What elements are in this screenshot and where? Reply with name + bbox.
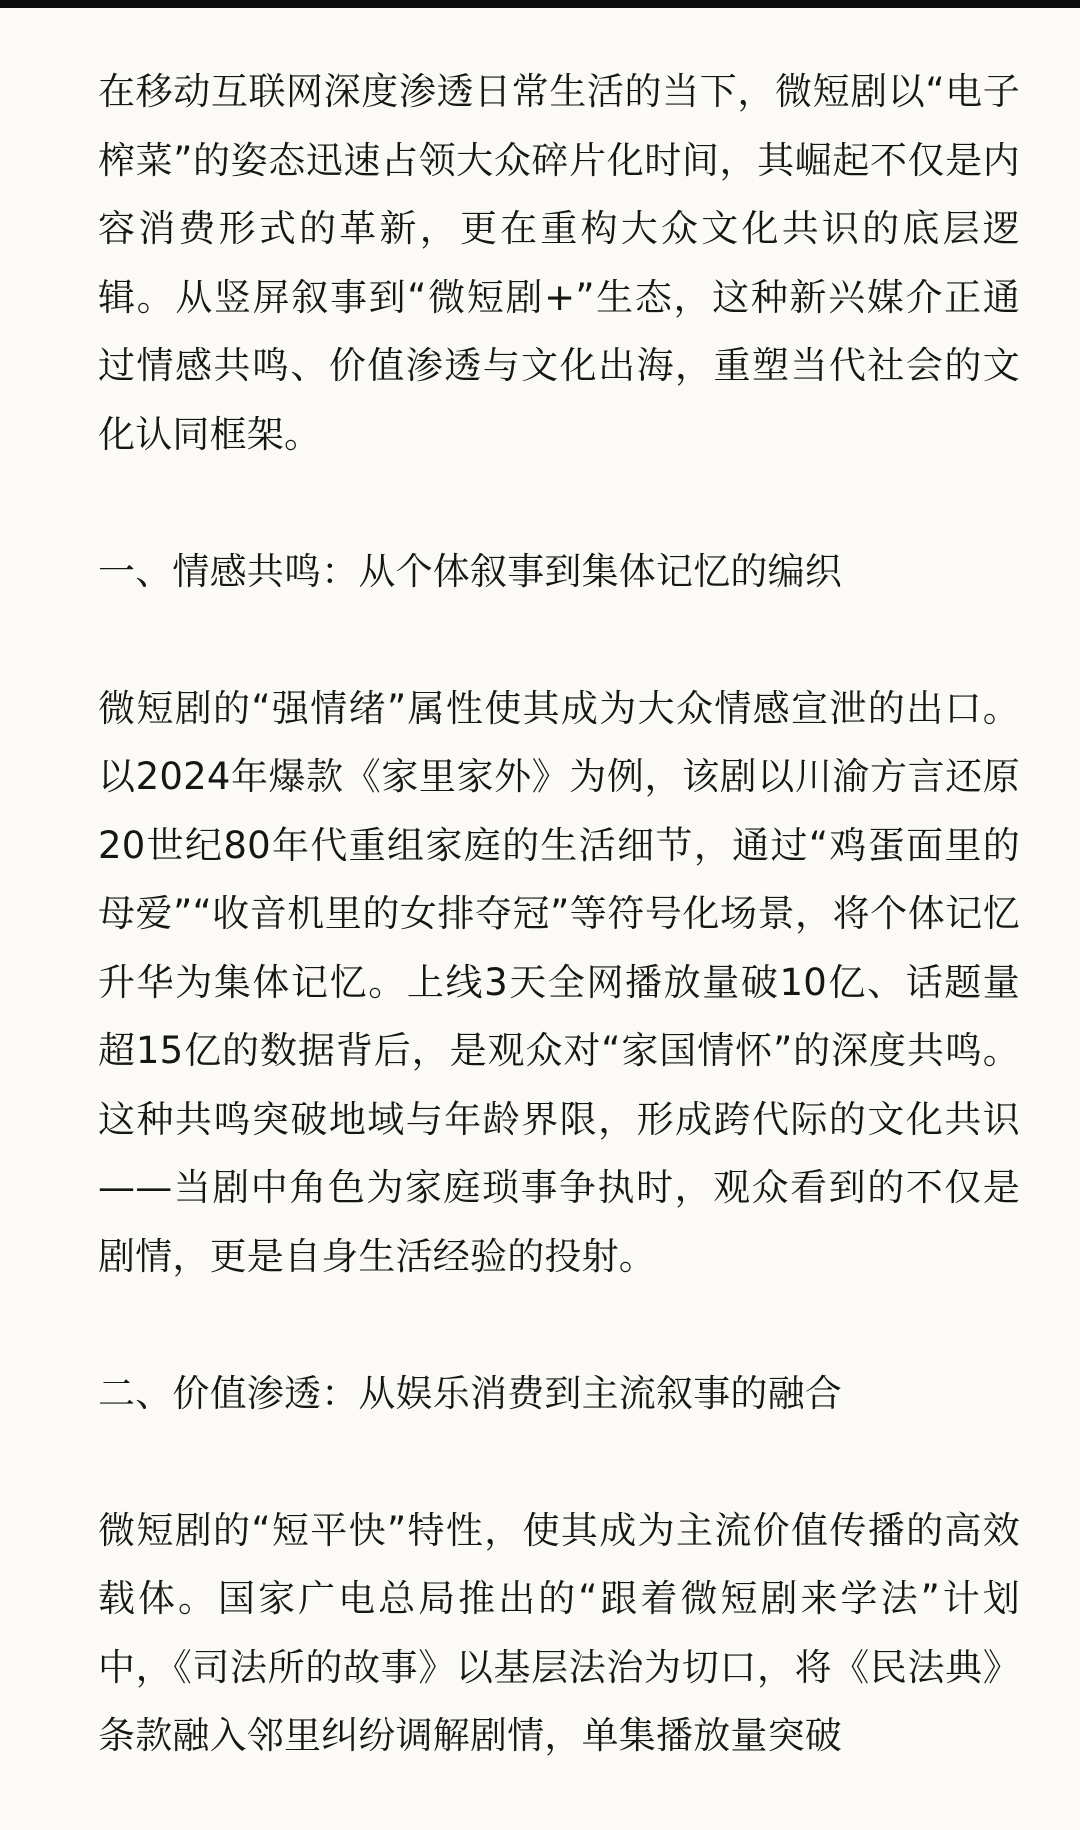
article-body [98,58,1020,1771]
section-heading-value-penetration: 二、价值渗透：从娱乐消费到主流叙事的融合 [98,1371,842,1415]
section-heading-emotional-resonance: 一、情感共鸣：从个体叙事到集体记忆的编织 [98,549,842,593]
emotional-resonance-paragraph: 微短剧的“强情绪”属性使其成为大众情感宣泄的出口。以2024年爆款《家里家外》为例，该剧以川渝方言还原20世纪80年代重组家庭的生活细节，通过“鸡蛋面里的母爱”“收音机里的女排夺冠”等符号化场景，将个体记忆升华为集体记忆。上线3天全网播放量破10亿、话题量超15亿的数据背后，是观众对“家国情怀”的深度共鸣。这种共鸣突破地域与年龄界限，形成跨代际的文化共识——当剧中角色为家庭琐事争执时，观众看到的不仅是剧情，更是自身生活经验的投射。 [98,686,1020,1278]
intro-paragraph: 在移动互联网深度渗透日常生活的当下，微短剧以“电子榨菜”的姿态迅速占领大众碎片化时间，其崛起不仅是内容消费形式的革新，更在重构大众文化共识的底层逻辑。从竖屏叙事到“微短剧+”生态，这种新兴媒介正通过情感共鸣、价值渗透与文化出海，重塑当代社会的文化认同框架。 [98,70,1020,456]
top-edge-bar [0,0,1080,8]
value-penetration-paragraph: 微短剧的“短平快”特性，使其成为主流价值传播的高效载体。国家广电总局推出的“跟着微短剧来学法”计划中，《司法所的故事》以基层法治为切口，将《民法典》条款融入邻里纠纷调解剧情，单集播放量突破 [98,1508,1020,1757]
paragraph-gap [98,469,1020,538]
paragraph-gap [98,1291,1020,1360]
paragraph-gap [98,606,1020,675]
paragraph-gap [98,1428,1020,1497]
